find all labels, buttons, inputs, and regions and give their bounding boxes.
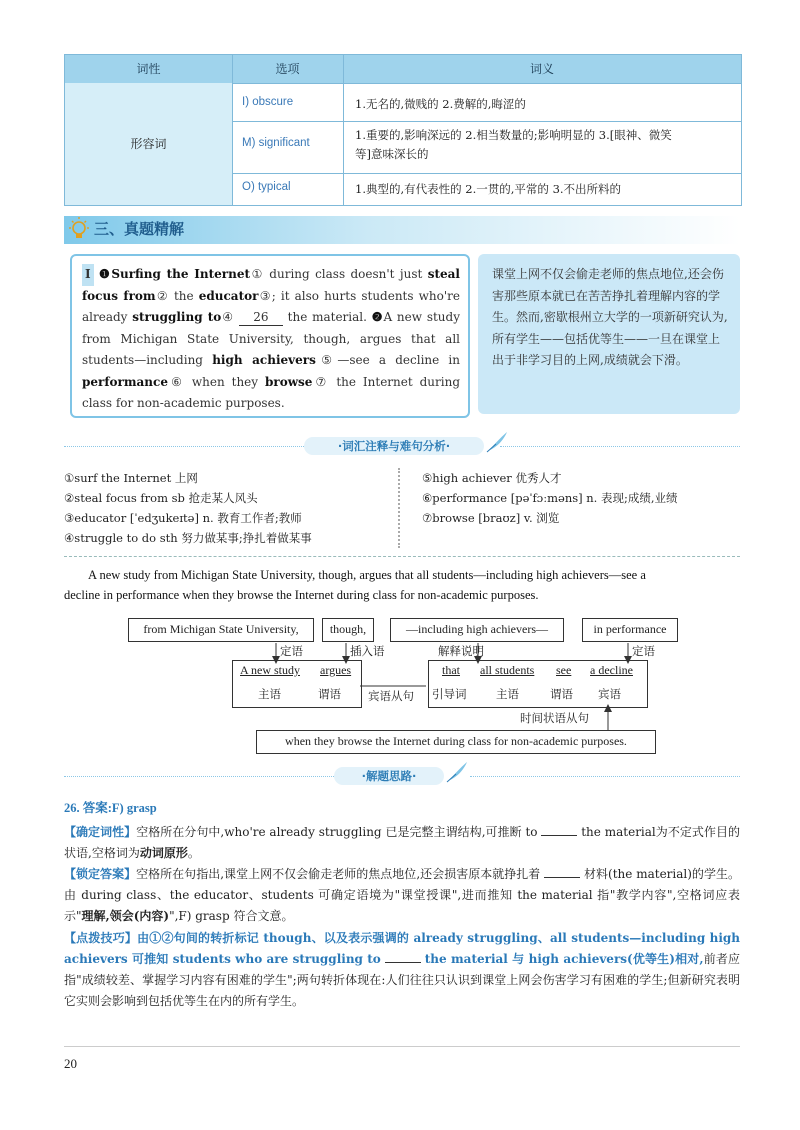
analysis-sentence-2: decline in performance when they browse the Internet during class for non-academic purposes.: [64, 588, 539, 602]
note-2: ②steal focus from sb 抢走某人风头: [64, 491, 258, 505]
note-6: ⑥performance [pəˈfɔːməns] n. 表现;成绩,业绩: [422, 491, 678, 505]
word-all-students: all students: [480, 663, 535, 677]
word-study: A new study: [240, 663, 300, 677]
word-argues: argues: [320, 663, 352, 677]
role-introducer: 引导词: [432, 687, 467, 701]
diagram-box-though: though,: [322, 618, 374, 642]
note-1: ①surf the Internet 上网: [64, 471, 198, 485]
label-explanation: 解释说明: [438, 644, 484, 658]
word-decline: a decline: [590, 663, 633, 677]
analysis-sentence-1: A new study from Michigan State University, though, argues that all students—including high achievers—see a: [88, 568, 646, 582]
passage-number: Ⅰ: [82, 264, 94, 286]
note-5: ⑤high achiever 优秀人才: [422, 471, 562, 485]
role-predicate-2: 谓语: [550, 687, 573, 701]
vocab-analysis-label: ·词汇注释与难句分析·: [304, 437, 484, 455]
section-title: 三、真题精解: [94, 220, 185, 238]
para-technique: 【点拨技巧】由①②句间的转折标记 though、以及表示强调的 already struggling、all students—including high achievers 可推知 students who are struggling to the material 与 high achievers(优等生)相对,前者应指"成绩较差、掌握学习内容有困难的学生";两句转折体现在:人们往往只认识到课堂上网会伤害学习有困难的学生;但新研究表明它实则会影响到包括优等生在内的所有学生。: [64, 931, 740, 1008]
role-subject: 主语: [258, 687, 281, 701]
footer-rule: [64, 1046, 740, 1047]
translation-text: 课堂上网不仅会偷走老师的焦点地位,还会伤害那些原本就已在苦苦挣扎着理解内容的学生。然而,密歇根州立大学的一项新研究认为,所有学生——包括优等生——一旦在课堂上出于非学习目的上网,成绩就会下滑。: [492, 267, 728, 367]
label-object-clause: 宾语从句: [368, 689, 414, 703]
para-lock-answer: 【锁定答案】空格所在句指出,课堂上网不仅会偷走老师的焦点地位,还会损害原本就挣扎着 材料(the material)的学生。由 during class、the educator、students 可确定语境为"课堂授课",进而推知 the material 指"教学内容",空格词应表示"理解,领会(内容)",F) grasp 符合文意。: [64, 867, 740, 923]
note-3: ③educator [ˈedʒukeɪtə] n. 教育工作者;教师: [64, 511, 302, 525]
role-predicate: 谓语: [318, 687, 341, 701]
passage-text: Ⅰ ❶Surfing the Internet① during class doesn't just steal focus from② the educator③; it also hurts students who're already struggling to④ 26 the material. ❷A new study from Michigan State University, though, argues that all students—including high achievers⑤—see a decline in performance⑥ when they browse⑦ the Internet during class for non-academic purposes.: [82, 264, 460, 415]
diagram-box-from: from Michigan State University,: [128, 618, 314, 642]
label-attributive-1: 定语: [280, 644, 303, 658]
word-that: that: [442, 663, 460, 677]
meaning-significant-1: 1.重要的,影响深远的 2.相当数量的;影响明显的 3.[眼神、微笑: [355, 128, 672, 142]
quill-icon-2: [444, 760, 470, 784]
header-option: 选项: [275, 62, 300, 76]
pos-label: 形容词: [130, 137, 167, 151]
note-7: ⑦browse [braʊz] v. 浏览: [422, 511, 560, 525]
option-obscure: I) obscure: [242, 96, 294, 108]
diagram-box-performance: in performance: [582, 618, 678, 642]
option-significant: M) significant: [242, 137, 310, 149]
option-typical: O) typical: [242, 181, 291, 193]
meaning-typical: 1.典型的,有代表性的 2.一贯的,平常的 3.不出所料的: [355, 182, 622, 196]
solution-label: ·解题思路·: [334, 767, 444, 785]
header-meaning: 词义: [529, 62, 554, 76]
answer-line: 26. 答案:F) grasp: [64, 801, 157, 815]
label-parenthesis: 插入语: [350, 644, 385, 658]
blank-26[interactable]: 26: [239, 309, 283, 326]
para-determine-pos: 【确定词性】空格所在分句中,who're already struggling 已是完整主谓结构,可推断 to the material为不定式作目的状语,空格词为动词原形。: [64, 825, 740, 860]
note-4: ④struggle to do sth 努力做某事;挣扎着做某事: [64, 531, 312, 545]
diagram-box-including: —including high achievers—: [390, 618, 564, 642]
label-time-clause: 时间状语从句: [520, 711, 589, 725]
diagram-box-when: when they browse the Internet during class for non-academic purposes.: [256, 730, 656, 754]
role-subject-2: 主语: [496, 687, 519, 701]
label-attributive-2: 定语: [632, 644, 655, 658]
role-object: 宾语: [598, 687, 621, 701]
header-pos: 词性: [136, 62, 161, 76]
word-see: see: [556, 663, 572, 677]
meaning-significant-2: 等]意味深长的: [355, 147, 429, 161]
meaning-obscure: 1.无名的,微贱的 2.费解的,晦涩的: [355, 97, 526, 111]
page-number: 20: [64, 1056, 77, 1071]
